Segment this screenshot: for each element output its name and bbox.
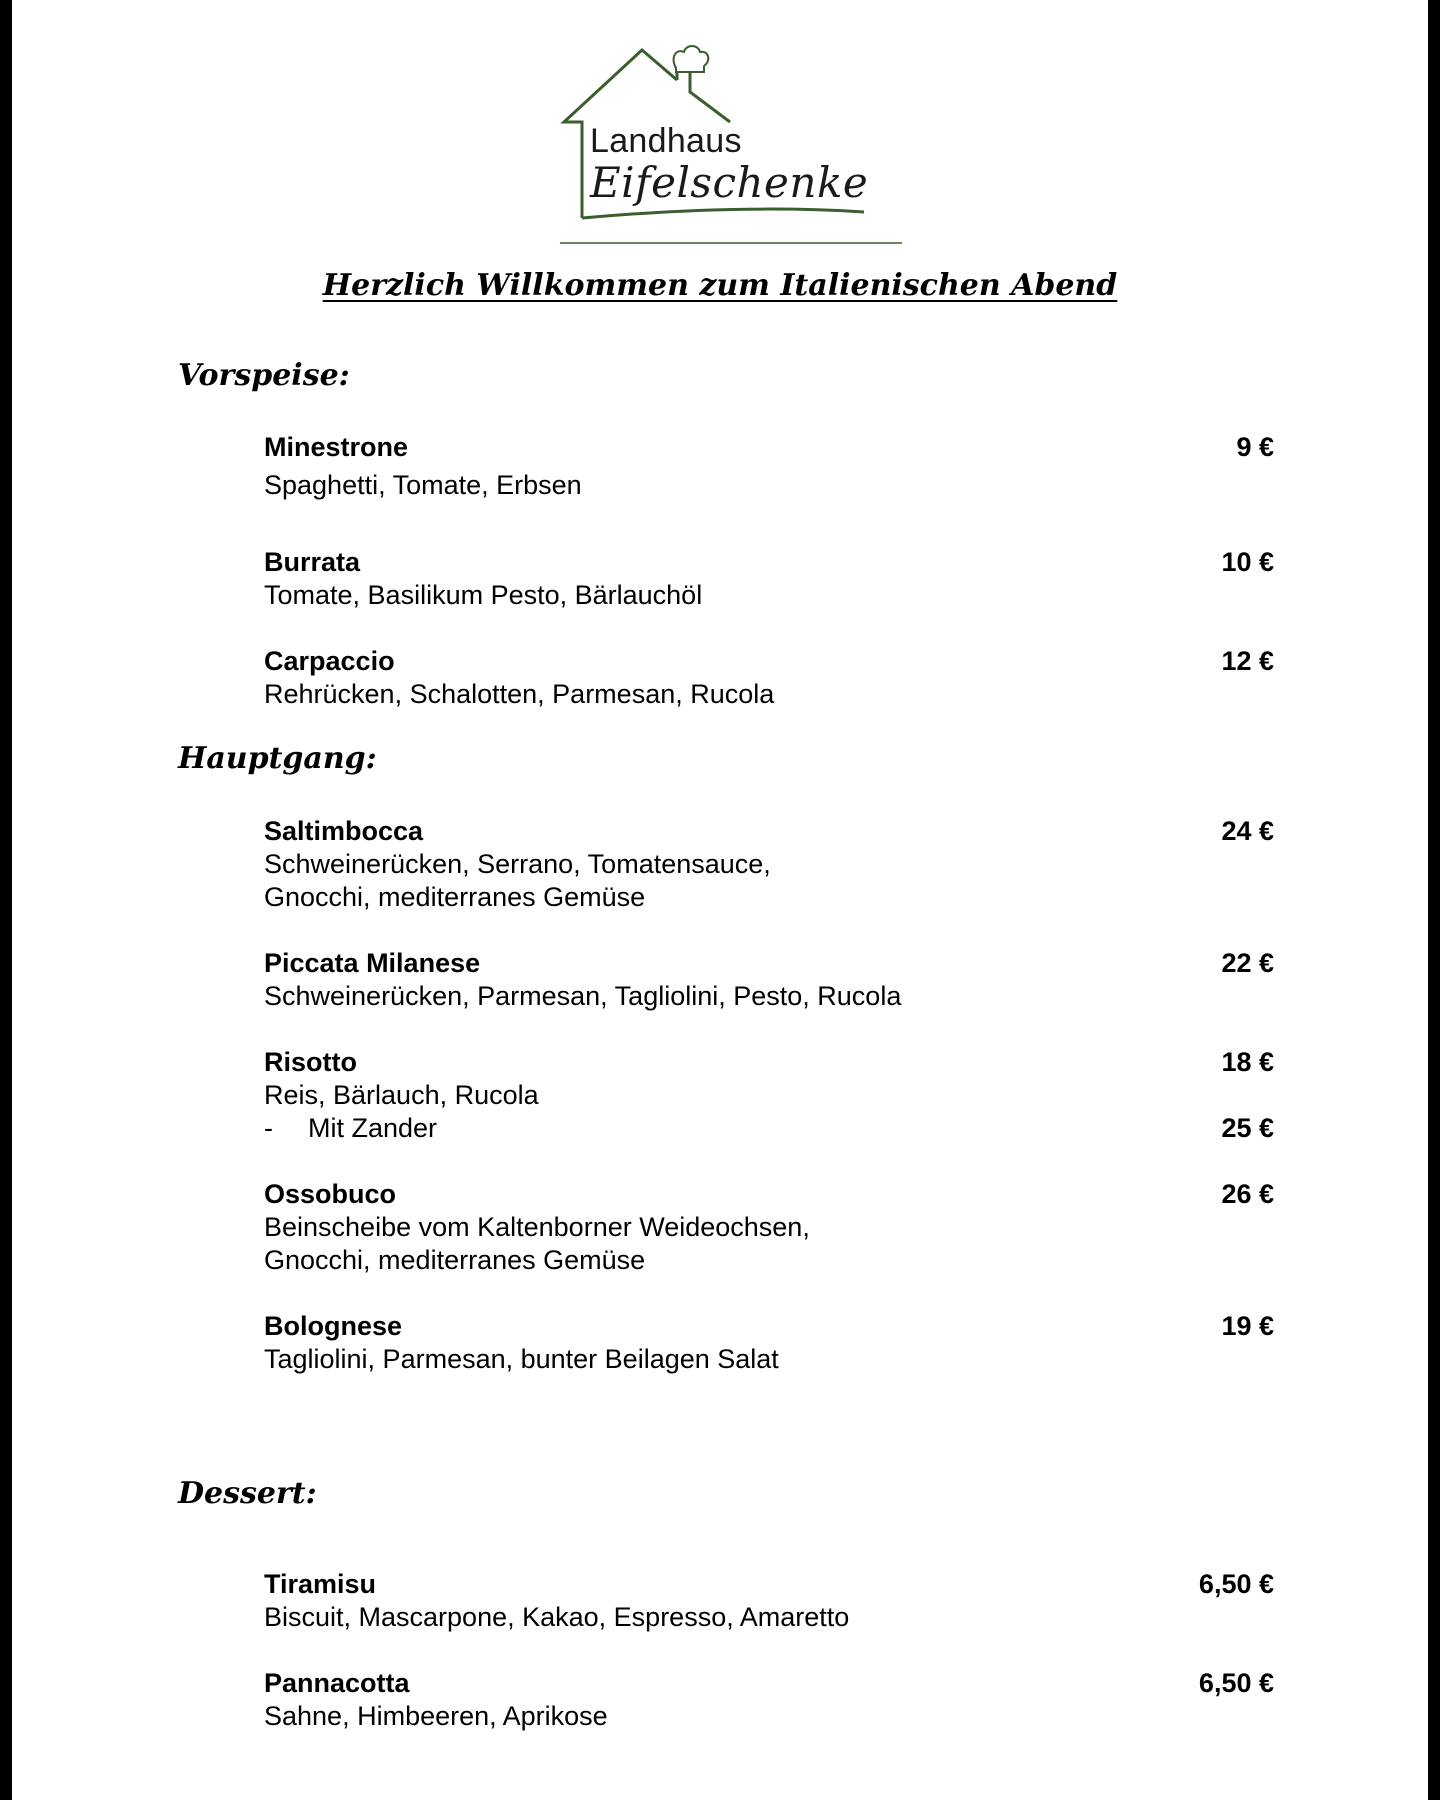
item-name: Carpaccio bbox=[264, 646, 395, 676]
item-description-line2: Gnocchi, mediterranes Gemüse bbox=[264, 882, 646, 912]
item-name: Pannacotta bbox=[264, 1668, 410, 1698]
section-title-vorspeise: Vorspeise: bbox=[178, 358, 350, 393]
menu-item-minestrone bbox=[264, 431, 1274, 502]
menu-item-risotto bbox=[264, 1046, 1274, 1145]
item-description: Spaghetti, Tomate, Erbsen bbox=[264, 470, 582, 500]
menu-item-bolognese bbox=[264, 1310, 1274, 1376]
variant-dash: - bbox=[264, 1113, 273, 1143]
item-price: 6,50 € bbox=[1198, 1668, 1274, 1698]
item-price: 18 € bbox=[1221, 1047, 1274, 1077]
item-description: Biscuit, Mascarpone, Kakao, Espresso, Amaretto bbox=[264, 1602, 850, 1632]
page-title bbox=[12, 268, 1428, 303]
menu-item-carpaccio bbox=[264, 645, 1274, 711]
section-title-dessert: Dessert: bbox=[178, 1476, 317, 1511]
item-price: 6,50 € bbox=[1198, 1569, 1274, 1599]
item-price: 22 € bbox=[1221, 948, 1274, 978]
item-variant-zander bbox=[264, 1112, 1274, 1145]
menu-page bbox=[12, 0, 1428, 1800]
item-name: Ossobuco bbox=[264, 1179, 397, 1209]
item-price: 24 € bbox=[1221, 816, 1274, 846]
item-description: Rehrücken, Schalotten, Parmesan, Rucola bbox=[264, 679, 775, 709]
item-description-line1: Schweinerücken, Serrano, Tomatensauce, bbox=[264, 849, 771, 879]
menu-item-tiramisu bbox=[264, 1568, 1274, 1634]
menu-item-piccata-milanese bbox=[264, 947, 1274, 1013]
variant-price: 25 € bbox=[1221, 1113, 1274, 1143]
item-name: Saltimbocca bbox=[264, 816, 424, 846]
page-title-text: Herzlich Willkommen zum Italienischen Abend bbox=[322, 268, 1118, 303]
item-price: 12 € bbox=[1221, 646, 1274, 676]
item-description: Sahne, Himbeeren, Aprikose bbox=[264, 1701, 608, 1731]
item-price: 19 € bbox=[1221, 1311, 1274, 1341]
item-name: Bolognese bbox=[264, 1311, 403, 1341]
menu-item-ossobuco bbox=[264, 1178, 1274, 1277]
item-name: Risotto bbox=[264, 1047, 357, 1077]
item-name: Burrata bbox=[264, 547, 361, 577]
item-description: Tagliolini, Parmesan, bunter Beilagen Salat bbox=[264, 1344, 779, 1374]
item-name: Tiramisu bbox=[264, 1569, 377, 1599]
variant-label: Mit Zander bbox=[308, 1113, 438, 1143]
item-description-line2: Gnocchi, mediterranes Gemüse bbox=[264, 1245, 646, 1275]
restaurant-logo bbox=[552, 40, 912, 250]
item-name: Minestrone bbox=[264, 432, 409, 462]
section-title-hauptgang: Hauptgang: bbox=[178, 741, 377, 776]
item-price: 26 € bbox=[1221, 1179, 1274, 1209]
item-price: 10 € bbox=[1221, 547, 1274, 577]
item-description: Tomate, Basilikum Pesto, Bärlauchöl bbox=[264, 580, 703, 610]
menu-item-burrata bbox=[264, 546, 1274, 612]
logo-text-landhaus: Landhaus bbox=[590, 122, 742, 160]
item-price: 9 € bbox=[1236, 432, 1274, 462]
menu-item-saltimbocca bbox=[264, 815, 1274, 914]
menu-item-pannacotta bbox=[264, 1667, 1274, 1733]
logo-text-eifelschenke: Eifelschenke bbox=[590, 158, 869, 207]
item-name: Piccata Milanese bbox=[264, 948, 481, 978]
item-description-line1: Beinscheibe vom Kaltenborner Weideochsen, bbox=[264, 1212, 810, 1242]
item-description: Schweinerücken, Parmesan, Tagliolini, Pesto, Rucola bbox=[264, 981, 902, 1011]
item-description: Reis, Bärlauch, Rucola bbox=[264, 1080, 539, 1110]
